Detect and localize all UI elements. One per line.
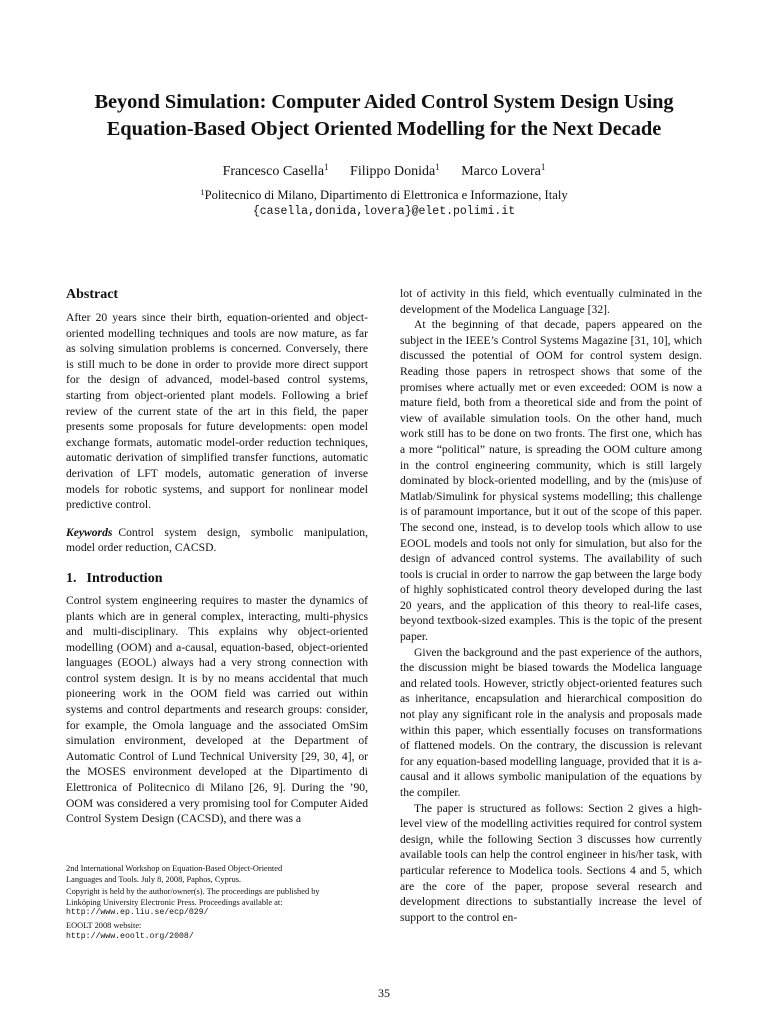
keywords-label: Keywords: [66, 525, 113, 539]
website-note: EOOLT 2008 website: http://www.eoolt.org/2008/: [66, 921, 368, 942]
author-casella: Francesco Casella$^1$: [222, 162, 329, 179]
page-number: 35: [378, 986, 390, 1000]
intro-paragraph-3: Given the background and the past experience of the authors, the discussion might be biased towards the Modelica language and related tools. However, strictly object-oriented features such as inheritance, encapsulation and hierarchical composition do not play any significant role in the analysis and proposals made within this paper, which essentially focuses on transformations of flattened models. On the contrary, the discussion is relevant for any equation-based modelling language, provided that it is a-causal and it allows symbolic manipulation of the equations by the compiler.: [400, 645, 702, 799]
intro-paragraph-2: At the beginning of that decade, papers appeared on the subject in the IEEE’s Control Systems Magazine [31, 10], which discussed the potential of OOM for control system design. Reading those papers in retrospect shows that some of the promises where actually met or even exceeded: OOM is now a mature field, both from a theoretical side and from the point of view of available simulation tools. On the other hand, much work still has to be done on two fronts. The first one, which has a more “political” nature, is spreading the OOM culture among in the control engineering community, which is still largely dominated by block-oriented modelling, and by the (mis)use of Matlab/Simulink for physical systems modelling; this challenge is of paramount importance, but it out of the scope of this paper. The second one, instead, is to develop tools which allow to use EOOL models and tools not only for simulation, but also for the design of advanced control systems. The availability of such tools is crucial in order to narrow the gap between the large body of highly sophisticated control theory developed during the last 20 years, and the application of this theory to real-life cases, beyond textbook-sized examples. This is the topic of the present paper.: [400, 318, 702, 644]
affiliation: $^1$Politecnico di Milano, Dipartimento di Elettronica e Informazione, Italy: [200, 187, 568, 202]
author-list: [40, 163, 728, 181]
keywords: [66, 525, 368, 556]
intro-paragraph-1: Control system engineering requires to master the dynamics of plants which are in general complex, interacting, multi-physics and multi-disciplinary. This explains why object-oriented modelling (OOM) and a-causal, equation-based, object-oriented languages (EOOL) always had a very strong connection with control system design. It is by no means accidental that much pioneering work in the OOM field was carried out within systems and control departments and research groups: consider, for example, the Omola language and the associated OmSim simulation environment, developed at the Department of Automatic Control of Lund Technical University [29, 30, 4], or the MOSES environment developed at the Dipartimento di Elettronica of Politecnico di Milano [26, 9]. During the ’90, OOM was considered a very promising tool for Computer Aided Control System Design (CACSD), and there was a: [66, 593, 368, 826]
paper-title: [40, 89, 728, 143]
intro-paragraph-1-continued: lot of activity in this field, which eventually culminated in the development of the Modelica Language [32].: [400, 287, 702, 316]
right-column: [400, 286, 702, 925]
copyright-note: Copyright is held by the author/owner(s). The proceedings are published by Linköping University Electronic Press. Proceedings available at: http://www.ep.liu.se/ecp/029/: [66, 887, 368, 919]
proceedings-link[interactable]: http://www.ep.liu.se/ecp/029/: [66, 908, 209, 918]
abstract-heading: Abstract: [66, 287, 119, 302]
left-column: [66, 286, 368, 827]
author-email: {casella,donida,lovera}@elet.polimi.it: [252, 205, 516, 218]
section-number: 1.: [66, 570, 77, 586]
title-line-1: Beyond Simulation: Computer Aided Control System Design Using: [94, 91, 674, 113]
title-line-2: Equation-Based Object Oriented Modelling for the Next Decade: [106, 118, 662, 140]
introduction-heading: 1. Introduction: [66, 570, 163, 586]
publication-footnote: [66, 864, 368, 944]
keywords-text: Control system design, symbolic manipulation, model order reduction, CACSD.: [66, 525, 368, 555]
author-lovera: Marco Lovera$^1$: [461, 162, 546, 179]
abstract-text: After 20 years since their birth, equation-oriented and object-oriented modelling techniques and tools are now mature, as far as solving simulation problems is concerned. Conversely, there is still much to be done in order to provide more direct support for the design of advanced, model-based control systems, starting from object-oriented plant models. Following a brief review of the current state of the art in this field, the paper presents some proposals for future developments: open model exchange formats, automatic model-order reduction techniques, automatic derivation of simplified transfer functions, automatic derivation of LFT models, automatic generation of inverse models for robotic systems, and support for nonlinear model predictive control.: [66, 311, 368, 512]
intro-paragraph-4: The paper is structured as follows: Section 2 gives a high-level view of the modelling activities required for control system design, while the following Section 3 discusses how currently available tools can help the control engineer in his/her task, with particular reference to Modelica tools. Sections 4 and 5, which are the core of the paper, propose several research and development directions to substantially increase the level of support to the control en-: [400, 801, 702, 924]
author-donida: Filippo Donida$^1$: [350, 162, 440, 179]
website-link[interactable]: http://www.eoolt.org/2008/: [66, 931, 194, 941]
workshop-note: 2nd International Workshop on Equation-Based Object-Oriented Languages and Tools. July 8, 2008, Paphos, Cyprus.: [66, 864, 283, 884]
